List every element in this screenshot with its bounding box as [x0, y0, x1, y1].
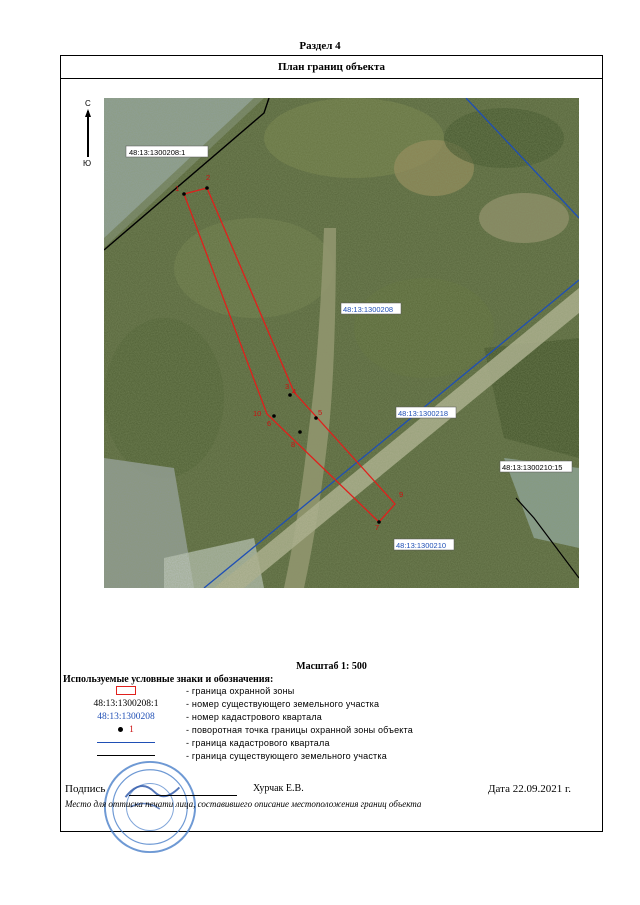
- legend-item: [61, 699, 602, 712]
- legend-point-label: 1: [129, 725, 134, 735]
- signature-date: Дата 22.09.2021 г.: [488, 783, 571, 795]
- legend-symbol: [71, 686, 181, 696]
- south-label: Ю: [83, 159, 92, 168]
- point-label: 8: [291, 440, 296, 449]
- signer-name: Хурчак Е.В.: [253, 783, 304, 794]
- signature-row: [65, 783, 595, 799]
- point-label: 3: [285, 382, 290, 391]
- legend-symbol: 48:13:1300208: [97, 712, 155, 722]
- parcel-label: 48:13:1300210:15: [502, 463, 563, 472]
- legend-text: - граница существующего земельного участка: [186, 751, 387, 761]
- legend-text: - номер существующего земельного участка: [186, 699, 380, 709]
- point-label: 9: [399, 490, 404, 499]
- north-label: С: [85, 99, 91, 108]
- legend-symbol: [71, 725, 181, 735]
- point-label: 2: [206, 173, 211, 182]
- legend-symbol: 48:13:1300208:1: [93, 699, 159, 709]
- legend-text: - граница охранной зоны: [186, 686, 295, 696]
- point-label: 6: [267, 419, 272, 428]
- satellite-map: [104, 98, 579, 588]
- quarter-line-icon: [97, 742, 155, 743]
- plan-frame: [60, 55, 603, 832]
- quarter-label: 48:13:1300208: [343, 305, 394, 314]
- map-svg: [104, 98, 579, 588]
- parcel-label: 48:13:1300208:1: [129, 148, 186, 157]
- legend-item: [61, 686, 602, 699]
- legend-title: Используемые условные знаки и обозначения:: [63, 674, 274, 685]
- zone-swatch-icon: [116, 686, 136, 695]
- parcel-line-icon: [97, 755, 155, 756]
- legend-text: - поворотная точка границы охранной зоны объекта: [186, 725, 413, 735]
- signature-label: Подпись: [65, 783, 106, 795]
- point-label: 5: [318, 408, 323, 417]
- quarter-label: 48:13:1300210: [396, 541, 447, 550]
- section-title: Раздел 4: [299, 40, 341, 52]
- point-label: 1: [175, 184, 180, 193]
- point-label: 4: [292, 387, 297, 396]
- point-dot-icon: [118, 727, 123, 732]
- quarter-label: 48:13:1300218: [398, 409, 449, 418]
- legend-text: - номер кадастрового квартала: [186, 712, 322, 722]
- point-label: 7: [375, 523, 380, 532]
- scale-label: Масштаб 1: 500: [296, 661, 367, 672]
- legend-item: [61, 725, 602, 738]
- north-arrow: [79, 99, 99, 169]
- legend-text: - граница кадастрового квартала: [186, 738, 330, 748]
- point-label: 10: [253, 409, 262, 418]
- legend-item: [61, 712, 602, 725]
- plan-header: План границ объекта: [61, 56, 602, 79]
- stamp-place-caption: Место для оттиска печати лица, составившего описание местоположения границ объекта: [65, 799, 422, 809]
- legend-item: [61, 738, 602, 751]
- signature-line: [129, 795, 237, 796]
- legend-symbol: [71, 738, 181, 748]
